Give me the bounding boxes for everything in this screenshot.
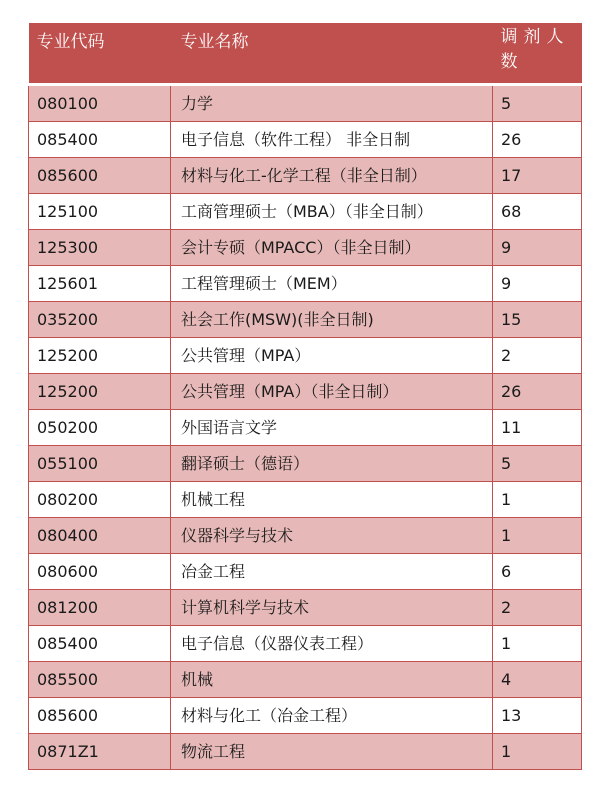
table-header [29,23,582,85]
header-row [29,23,582,85]
adjust-count-cell: 1 [493,626,582,662]
adjust-count-cell: 68 [493,194,582,230]
major-code-cell: 081200 [29,590,171,626]
adjust-count-cell: 11 [493,410,582,446]
adjust-count-cell: 5 [493,85,582,122]
major-code-cell: 085600 [29,698,171,734]
major-name-cell: 会计专硕（MPACC）（非全日制） [171,230,493,266]
major-name-cell: 工程管理硕士（MEM） [171,266,493,302]
table-row [29,374,582,410]
table-row [29,302,582,338]
adjust-count-cell: 15 [493,302,582,338]
adjust-count-cell: 1 [493,734,582,770]
major-name-cell: 电子信息（软件工程） 非全日制 [171,122,493,158]
major-code-cell: 085600 [29,158,171,194]
table-row [29,158,582,194]
table-row [29,338,582,374]
table-row [29,266,582,302]
major-code-cell: 080400 [29,518,171,554]
header-major-code: 专业代码 [29,23,171,85]
major-code-cell: 080100 [29,85,171,122]
major-name-cell: 仪器科学与技术 [171,518,493,554]
major-name-cell: 机械工程 [171,482,493,518]
header-major-name: 专业名称 [171,23,493,85]
table-row [29,734,582,770]
table-row [29,122,582,158]
major-name-cell: 冶金工程 [171,554,493,590]
major-name-cell: 机械 [171,662,493,698]
table-row [29,194,582,230]
major-code-cell: 125200 [29,374,171,410]
major-name-cell: 社会工作(MSW)(非全日制) [171,302,493,338]
major-name-cell: 公共管理（MPA）（非全日制） [171,374,493,410]
major-name-cell: 力学 [171,85,493,122]
major-code-cell: 035200 [29,302,171,338]
major-code-cell: 085400 [29,122,171,158]
table-row [29,446,582,482]
table-row [29,698,582,734]
adjust-count-cell: 1 [493,482,582,518]
major-code-cell: 050200 [29,410,171,446]
header-adjust-count: 调剂人数 [493,23,582,85]
major-code-cell: 085500 [29,662,171,698]
adjust-count-cell: 26 [493,122,582,158]
adjust-count-cell: 6 [493,554,582,590]
major-name-cell: 工商管理硕士（MBA）（非全日制） [171,194,493,230]
major-code-cell: 055100 [29,446,171,482]
major-code-cell: 0871Z1 [29,734,171,770]
major-name-cell: 材料与化工-化学工程（非全日制） [171,158,493,194]
table-row [29,85,582,122]
adjust-count-cell: 4 [493,662,582,698]
table-row [29,626,582,662]
adjust-count-cell: 5 [493,446,582,482]
table-row [29,410,582,446]
major-code-cell: 125100 [29,194,171,230]
major-code-cell: 125601 [29,266,171,302]
major-code-cell: 080200 [29,482,171,518]
adjust-count-cell: 9 [493,266,582,302]
adjust-count-cell: 1 [493,518,582,554]
major-name-cell: 外国语言文学 [171,410,493,446]
major-name-cell: 公共管理（MPA） [171,338,493,374]
major-name-cell: 计算机科学与技术 [171,590,493,626]
major-name-cell: 翻译硕士（德语） [171,446,493,482]
adjust-count-cell: 9 [493,230,582,266]
major-code-cell: 125300 [29,230,171,266]
major-code-cell: 125200 [29,338,171,374]
adjustment-table [28,23,582,770]
table-row [29,518,582,554]
adjust-count-cell: 2 [493,590,582,626]
adjust-count-cell: 26 [493,374,582,410]
major-name-cell: 材料与化工（冶金工程） [171,698,493,734]
table-row [29,482,582,518]
table-row [29,554,582,590]
table-row [29,590,582,626]
major-name-cell: 电子信息（仪器仪表工程） [171,626,493,662]
major-code-cell: 085400 [29,626,171,662]
table-body [29,85,582,770]
major-name-cell: 物流工程 [171,734,493,770]
table-row [29,230,582,266]
table-row [29,662,582,698]
major-code-cell: 080600 [29,554,171,590]
adjust-count-cell: 13 [493,698,582,734]
adjust-count-cell: 2 [493,338,582,374]
adjust-count-cell: 17 [493,158,582,194]
